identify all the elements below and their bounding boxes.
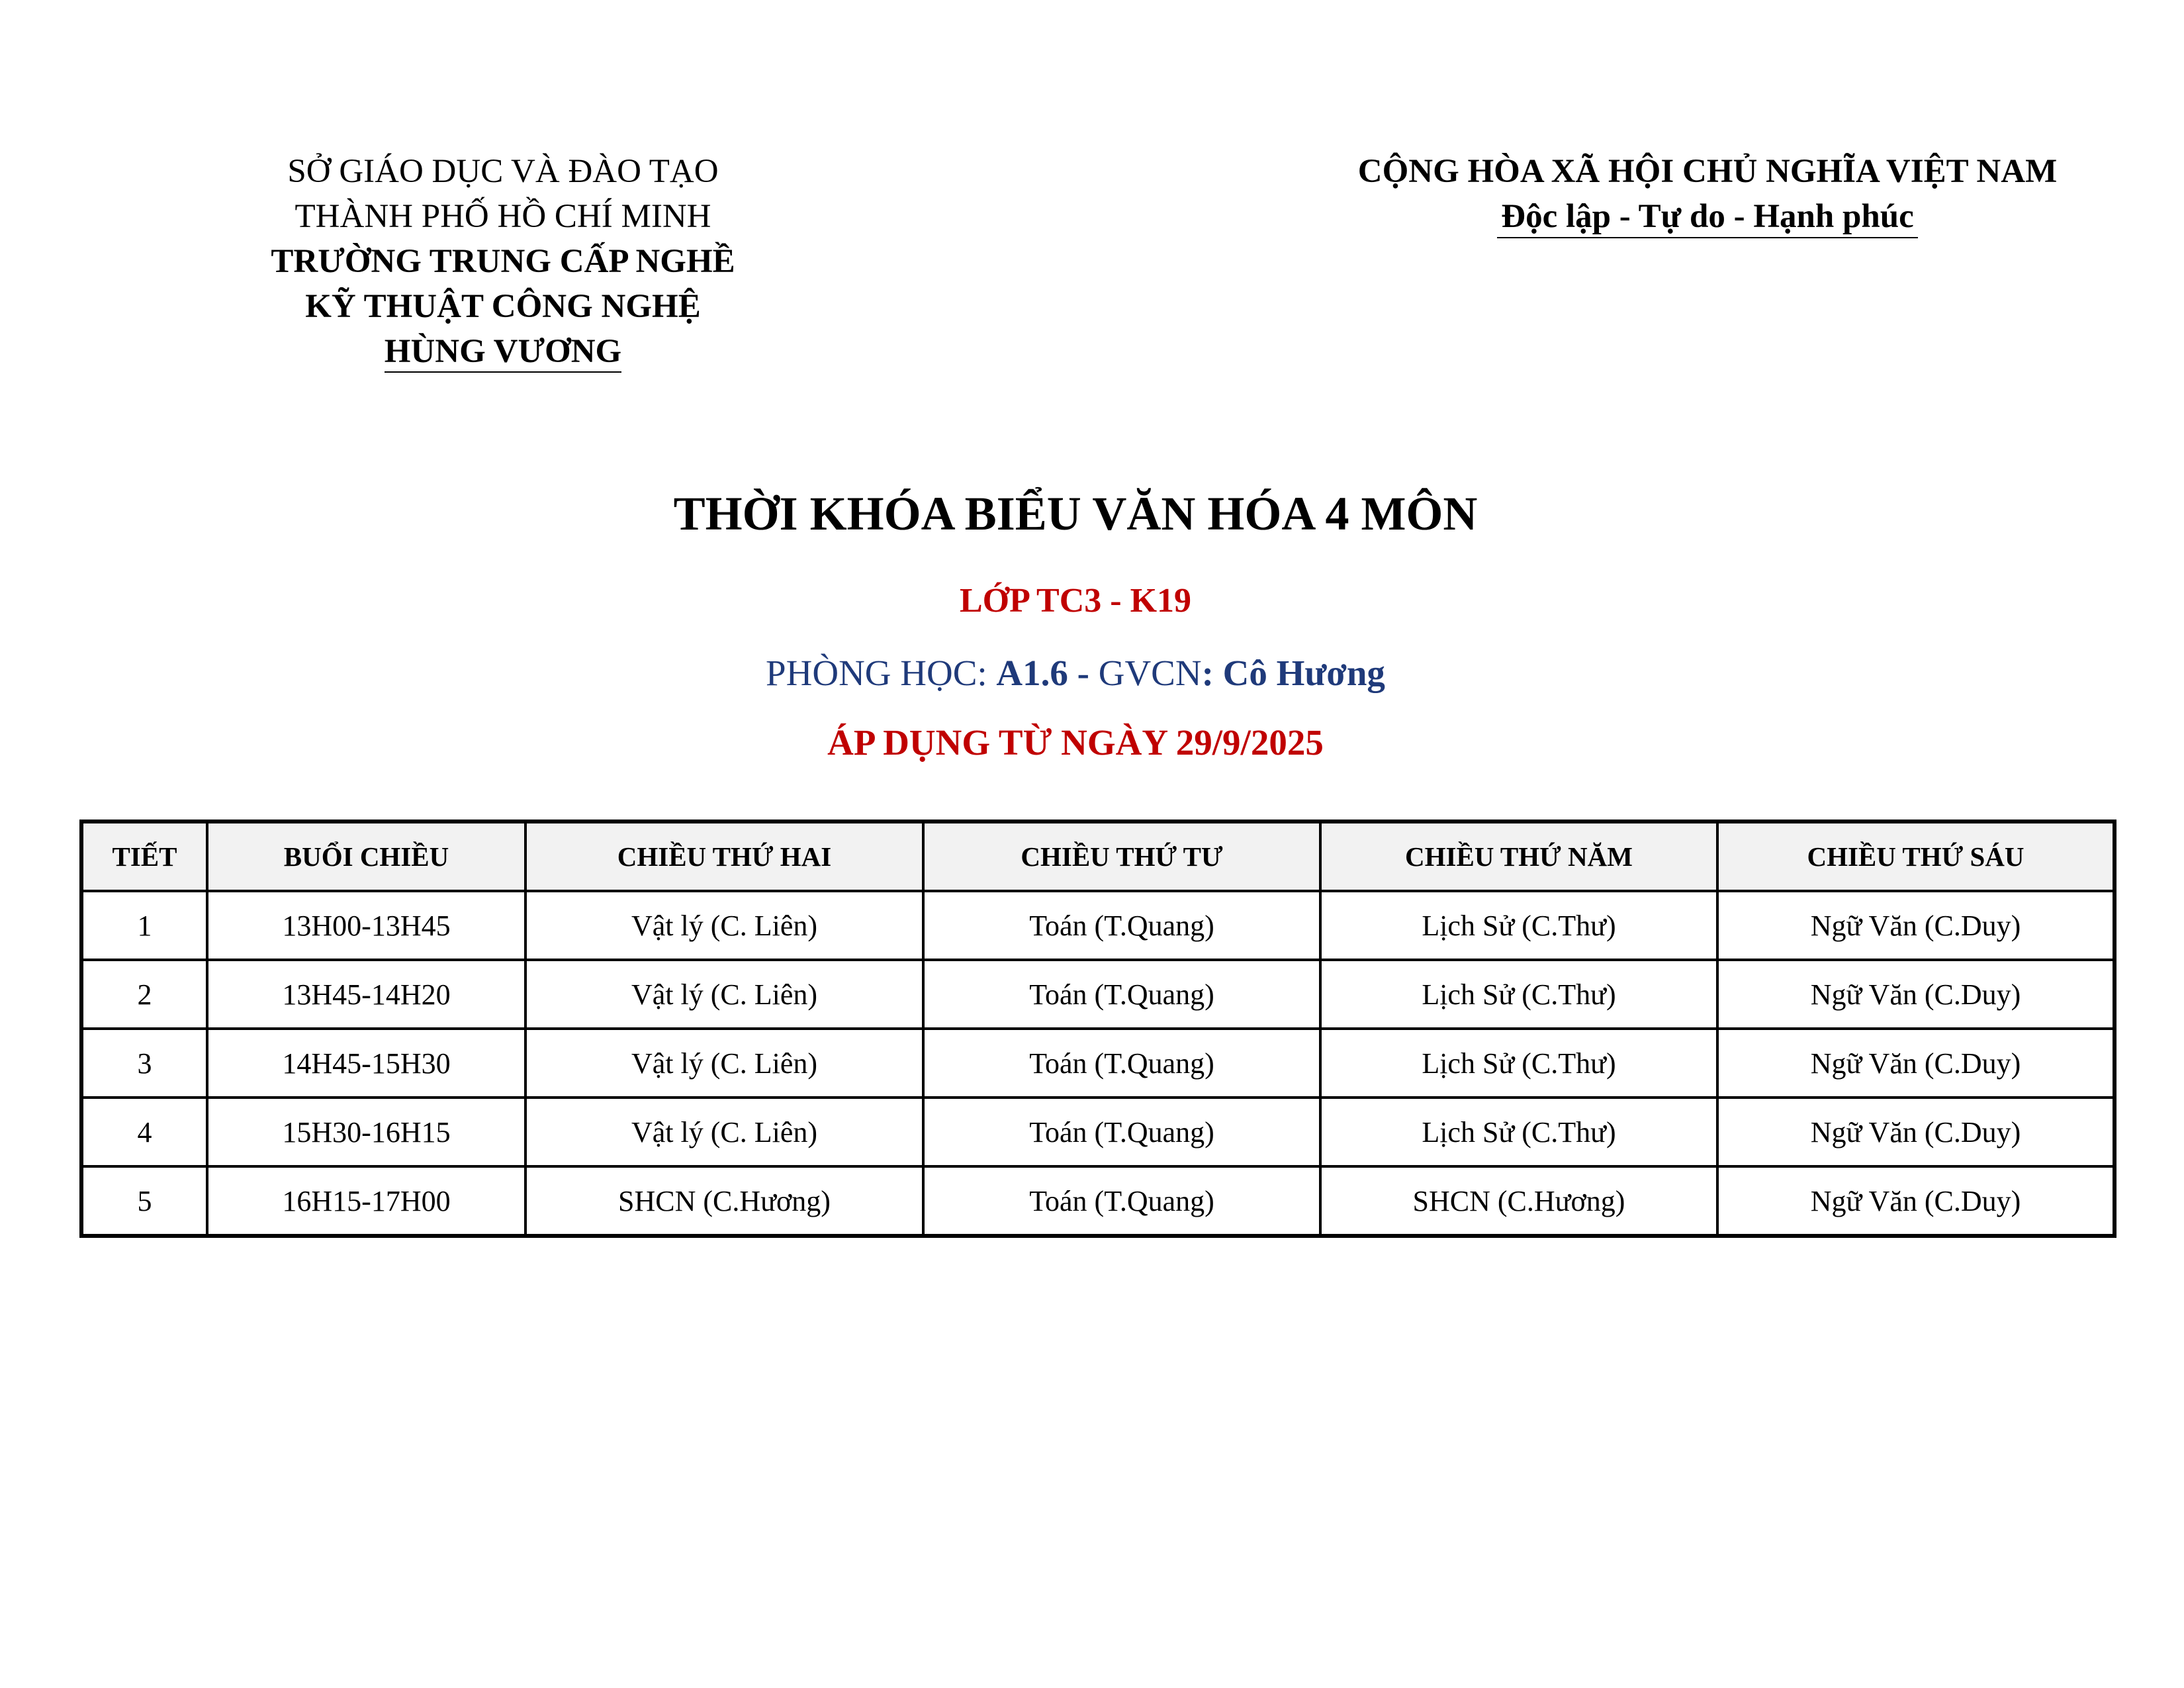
cell-monday: Vật lý (C. Liên) <box>525 1029 923 1098</box>
school-line-3: HÙNG VƯƠNG <box>385 332 621 373</box>
gvcn-label: GVCN <box>1098 653 1202 693</box>
cell-period: 3 <box>81 1029 207 1098</box>
document-title: THỜI KHÓA BIỂU VĂN HÓA 4 MÔN <box>673 487 1478 540</box>
room-value: A1.6 - <box>996 653 1099 693</box>
cell-wednesday: Toán (T.Quang) <box>923 891 1320 960</box>
cell-time: 13H00-13H45 <box>207 891 525 960</box>
cell-wednesday: Toán (T.Quang) <box>923 1098 1320 1166</box>
cell-monday: Vật lý (C. Liên) <box>525 960 923 1029</box>
cell-period: 4 <box>81 1098 207 1166</box>
header-friday: CHIỀU THỨ SÁU <box>1717 821 2115 891</box>
cell-monday: Vật lý (C. Liên) <box>525 1098 923 1166</box>
cell-friday: Ngữ Văn (C.Duy) <box>1717 960 2115 1029</box>
department-line: SỞ GIÁO DỤC VÀ ĐÀO TẠO <box>287 153 719 190</box>
room-info <box>0 652 2151 694</box>
table-row <box>81 960 2115 1029</box>
table-header-row <box>81 821 2115 891</box>
table-row <box>81 1098 2115 1166</box>
table-row <box>81 1166 2115 1236</box>
national-motto: Độc lập - Tự do - Hạnh phúc <box>1497 196 1917 238</box>
cell-friday: Ngữ Văn (C.Duy) <box>1717 1166 2115 1236</box>
cell-time: 13H45-14H20 <box>207 960 525 1029</box>
header-thursday: CHIỀU THỨ NĂM <box>1320 821 1717 891</box>
cell-monday: Vật lý (C. Liên) <box>525 891 923 960</box>
cell-thursday: SHCN (C.Hương) <box>1320 1166 1717 1236</box>
cell-thursday: Lịch Sử (C.Thư) <box>1320 1098 1717 1166</box>
cell-period: 1 <box>81 891 207 960</box>
cell-thursday: Lịch Sử (C.Thư) <box>1320 960 1717 1029</box>
school-line-1: TRƯỜNG TRUNG CẤP NGHỀ <box>271 243 735 280</box>
country-name: CỘNG HÒA XÃ HỘI CHỦ NGHĨA VIỆT NAM <box>1357 153 2058 190</box>
table-row <box>81 1029 2115 1098</box>
issuing-agency-header <box>218 149 788 374</box>
header-session: BUỔI CHIỀU <box>207 821 525 891</box>
cell-friday: Ngữ Văn (C.Duy) <box>1717 1029 2115 1098</box>
city-line: THÀNH PHỐ HỒ CHÍ MINH <box>295 198 711 235</box>
cell-friday: Ngữ Văn (C.Duy) <box>1717 891 2115 960</box>
school-line-2: KỸ THUẬT CÔNG NGHỆ <box>305 288 701 325</box>
cell-time: 15H30-16H15 <box>207 1098 525 1166</box>
cell-monday: SHCN (C.Hương) <box>525 1166 923 1236</box>
cell-thursday: Lịch Sử (C.Thư) <box>1320 891 1717 960</box>
cell-wednesday: Toán (T.Quang) <box>923 1166 1320 1236</box>
national-motto-header <box>1291 149 2124 239</box>
header-monday: CHIỀU THỨ HAI <box>525 821 923 891</box>
cell-thursday: Lịch Sử (C.Thư) <box>1320 1029 1717 1098</box>
cell-time: 16H15-17H00 <box>207 1166 525 1236</box>
room-label: PHÒNG HỌC: <box>766 653 997 693</box>
cell-time: 14H45-15H30 <box>207 1029 525 1098</box>
cell-wednesday: Toán (T.Quang) <box>923 960 1320 1029</box>
cell-period: 2 <box>81 960 207 1029</box>
header-wednesday: CHIỀU THỨ TƯ <box>923 821 1320 891</box>
table-row <box>81 891 2115 960</box>
class-name: LỚP TC3 - K19 <box>959 582 1192 620</box>
cell-friday: Ngữ Văn (C.Duy) <box>1717 1098 2115 1166</box>
header-period: TIẾT <box>81 821 207 891</box>
cell-wednesday: Toán (T.Quang) <box>923 1029 1320 1098</box>
cell-period: 5 <box>81 1166 207 1236</box>
effective-date: ÁP DỤNG TỪ NGÀY 29/9/2025 <box>827 722 1324 763</box>
gvcn-value: : Cô Hương <box>1201 653 1385 693</box>
timetable <box>79 820 2116 1238</box>
